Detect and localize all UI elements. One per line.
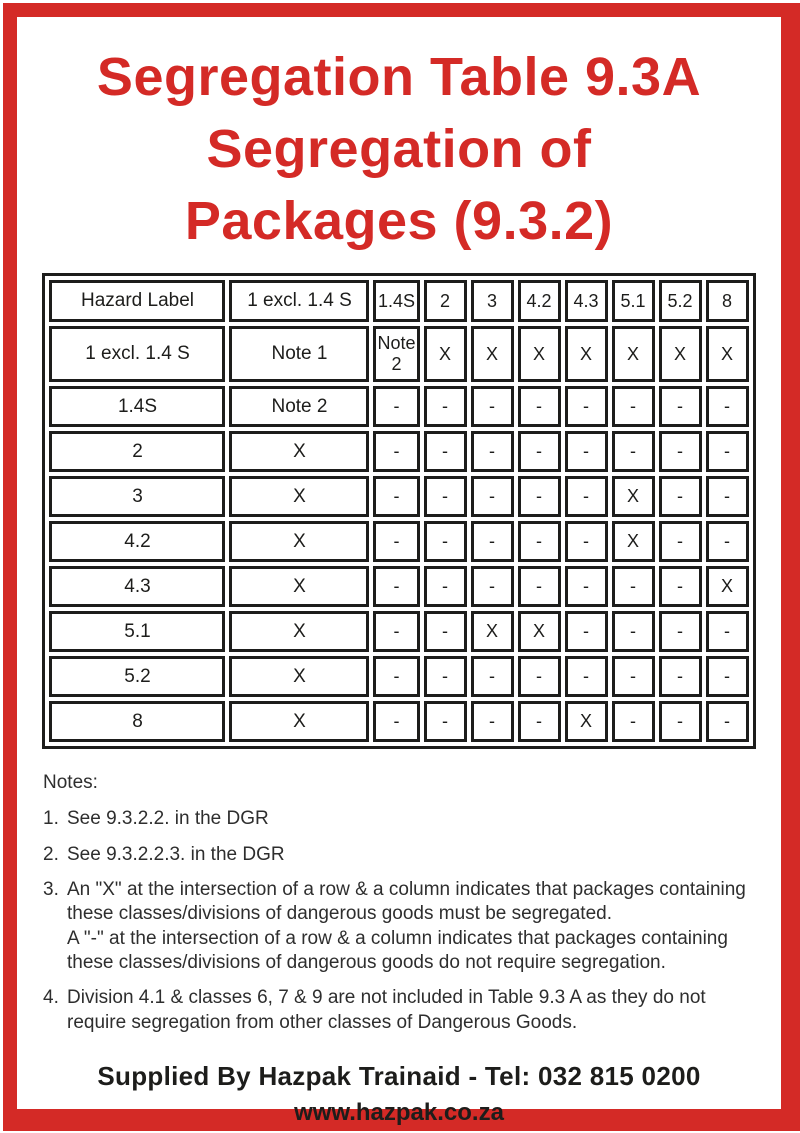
table-cell: - — [518, 476, 561, 517]
table-cell: - — [706, 656, 749, 697]
column-header: 4.2 — [518, 280, 561, 322]
table-cell: - — [373, 521, 419, 562]
header-row — [49, 280, 748, 322]
table-cell: - — [565, 521, 608, 562]
table-cell: - — [424, 521, 467, 562]
row-label: 3 — [49, 476, 225, 517]
table-cell: X — [706, 326, 749, 382]
table-cell: - — [706, 431, 749, 472]
note-number: 2. — [43, 843, 67, 867]
table-cell: - — [373, 656, 419, 697]
table-cell: - — [373, 566, 419, 607]
table-cell: X — [612, 326, 655, 382]
table-cell: X — [612, 521, 655, 562]
table-row — [49, 566, 748, 607]
column-header: 1.4S — [373, 280, 419, 322]
table-cell: - — [659, 476, 702, 517]
column-header: 2 — [424, 280, 467, 322]
table-cell: - — [373, 611, 419, 652]
table-cell: - — [612, 701, 655, 742]
table-cell: - — [706, 701, 749, 742]
row-label: 5.1 — [49, 611, 225, 652]
table-cell: - — [565, 656, 608, 697]
segregation-table — [42, 273, 755, 749]
table-cell: - — [612, 431, 655, 472]
table-cell: - — [706, 386, 749, 427]
title-line: Segregation of — [17, 113, 781, 185]
table-cell: - — [373, 476, 419, 517]
column-header: 8 — [706, 280, 749, 322]
table-row — [49, 611, 748, 652]
table-cell: X — [565, 326, 608, 382]
table-cell: - — [706, 476, 749, 517]
table-cell: - — [565, 386, 608, 427]
column-header: 3 — [471, 280, 514, 322]
note-text: Division 4.1 & classes 6, 7 & 9 are not included in Table 9.3 A as they do not require segregation from other classes of Dangerous Goods. — [67, 986, 755, 1035]
table-cell: - — [565, 611, 608, 652]
table-cell: X — [229, 701, 369, 742]
table-cell: - — [518, 431, 561, 472]
note-text: See 9.3.2.2.3. in the DGR — [67, 843, 755, 867]
table-cell: - — [706, 611, 749, 652]
note-item — [43, 986, 755, 1035]
table-cell: - — [518, 701, 561, 742]
note-item — [43, 807, 755, 831]
table-cell: X — [612, 476, 655, 517]
table-cell: - — [471, 431, 514, 472]
table-row — [49, 701, 748, 742]
table-cell: - — [659, 386, 702, 427]
note-text: See 9.3.2.2. in the DGR — [67, 807, 755, 831]
table-cell: - — [659, 701, 702, 742]
table-cell: - — [518, 521, 561, 562]
notes-section — [43, 771, 755, 1035]
table-cell: - — [706, 521, 749, 562]
table-cell: - — [659, 656, 702, 697]
table-cell: - — [612, 656, 655, 697]
row-label: 1 excl. 1.4 S — [49, 326, 225, 382]
column-header: Hazard Label — [49, 280, 225, 322]
table-cell: X — [229, 431, 369, 472]
table-cell: X — [565, 701, 608, 742]
table-cell: - — [612, 611, 655, 652]
note-item — [43, 843, 755, 867]
column-header: 5.1 — [612, 280, 655, 322]
page-title — [17, 41, 781, 257]
table-cell: X — [518, 611, 561, 652]
table-cell: - — [518, 566, 561, 607]
table-row — [49, 476, 748, 517]
column-header: 4.3 — [565, 280, 608, 322]
table-cell: - — [659, 566, 702, 607]
table-cell: - — [424, 431, 467, 472]
footer — [17, 1061, 781, 1127]
table-cell: X — [229, 476, 369, 517]
table-cell: Note 2 — [373, 326, 419, 382]
table-cell: X — [659, 326, 702, 382]
table-cell: - — [518, 386, 561, 427]
table-row — [49, 431, 748, 472]
table-cell: X — [229, 566, 369, 607]
table-row — [49, 386, 748, 427]
row-label: 5.2 — [49, 656, 225, 697]
row-label: 1.4S — [49, 386, 225, 427]
table-cell: X — [706, 566, 749, 607]
note-item — [43, 878, 755, 975]
table-cell: X — [229, 521, 369, 562]
table-cell: - — [518, 656, 561, 697]
table-cell: - — [565, 431, 608, 472]
table-cell: - — [373, 386, 419, 427]
table-cell: - — [659, 611, 702, 652]
row-label: 4.2 — [49, 521, 225, 562]
title-line: Packages (9.3.2) — [17, 185, 781, 257]
note-text: An "X" at the intersection of a row & a column indicates that packages containing these classes/divisions of dangerous goods must be segregated. A "-" at the intersection of a row & a column indicates that packages containing these classes/divisions of dangerous goods do not require segregation. — [67, 878, 755, 975]
table-cell: - — [612, 386, 655, 427]
table-row — [49, 521, 748, 562]
table-cell: - — [373, 701, 419, 742]
note-number: 3. — [43, 878, 67, 975]
column-header: 1 excl. 1.4 S — [229, 280, 369, 322]
website-url: www.hazpak.co.za — [17, 1099, 781, 1127]
supplier-line: Supplied By Hazpak Trainaid - Tel: 032 815 0200 — [17, 1061, 781, 1092]
note-number: 1. — [43, 807, 67, 831]
table-cell: Note 1 — [229, 326, 369, 382]
row-label: 8 — [49, 701, 225, 742]
note-number: 4. — [43, 986, 67, 1035]
table-cell: - — [471, 701, 514, 742]
notes-heading: Notes: — [43, 771, 755, 795]
notes-list — [43, 807, 755, 1035]
table-cell: - — [424, 476, 467, 517]
row-label: 4.3 — [49, 566, 225, 607]
table-cell: - — [565, 476, 608, 517]
table-cell: - — [659, 521, 702, 562]
table-cell: X — [424, 326, 467, 382]
table-cell: X — [229, 656, 369, 697]
table-cell: X — [471, 611, 514, 652]
table-cell: - — [612, 566, 655, 607]
title-line: Segregation Table 9.3A — [17, 41, 781, 113]
table-cell: - — [373, 431, 419, 472]
table-cell: - — [424, 701, 467, 742]
table-cell: - — [471, 521, 514, 562]
table-cell: - — [565, 566, 608, 607]
row-label: 2 — [49, 431, 225, 472]
table-cell: - — [471, 566, 514, 607]
table-row — [49, 656, 748, 697]
table-cell: - — [471, 386, 514, 427]
table-cell: Note 2 — [229, 386, 369, 427]
table-row — [49, 326, 748, 382]
table-cell: - — [659, 431, 702, 472]
table-cell: - — [424, 611, 467, 652]
table-cell: X — [471, 326, 514, 382]
table-cell: X — [518, 326, 561, 382]
table-cell: X — [229, 611, 369, 652]
table-cell: - — [424, 566, 467, 607]
poster-page — [3, 3, 800, 1131]
table-cell: - — [424, 386, 467, 427]
table-cell: - — [471, 656, 514, 697]
table-cell: - — [424, 656, 467, 697]
poster-content — [17, 41, 781, 1133]
table-cell: - — [471, 476, 514, 517]
column-header: 5.2 — [659, 280, 702, 322]
